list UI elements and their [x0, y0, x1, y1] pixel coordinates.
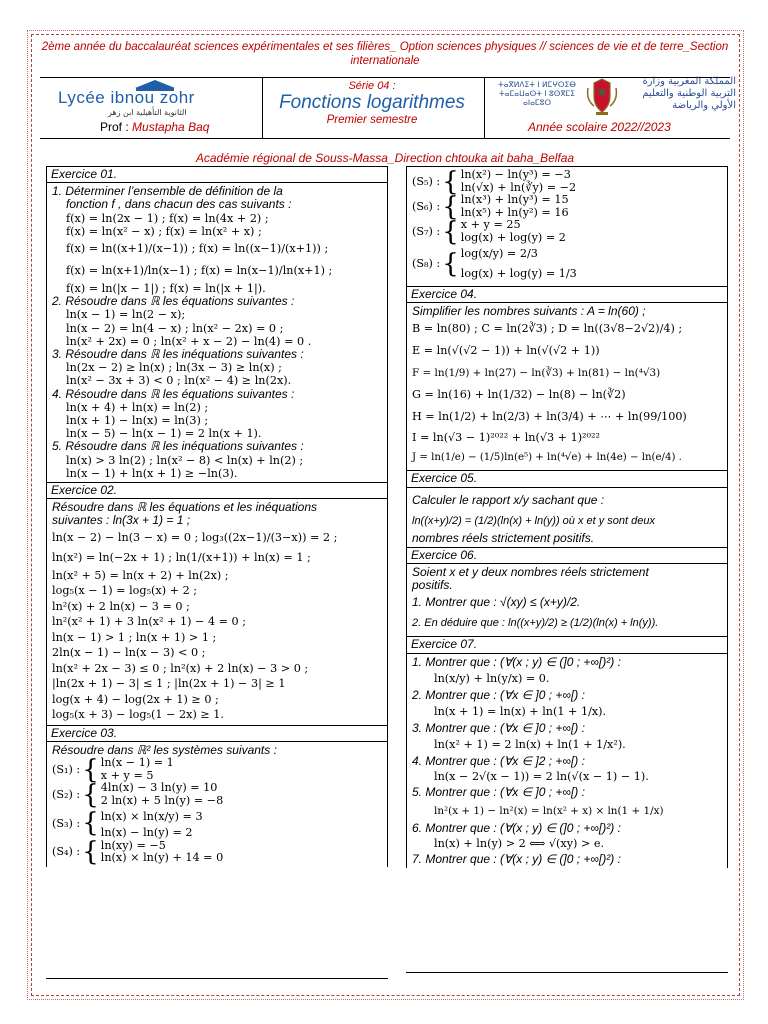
- ex1-line: f(x) = ln(x² − x) ; f(x) = ln(x² + x) ;: [66, 224, 262, 238]
- exercise-5-body: [406, 488, 728, 548]
- ex2-line: Résoudre dans ℝ les équations et les inéquations: [52, 500, 318, 515]
- ex1-line: ln(2x − 2) ≥ ln(x) ; ln(3x − 3) ≥ ln(x) ;: [66, 361, 282, 375]
- ex6-line: 1. Montrer que : √(xy) ≤ (x+y)/2.: [412, 595, 581, 610]
- exercise-6-body: [406, 564, 728, 637]
- system-s8: [412, 244, 722, 284]
- ex2-line: log₅(x + 3) − log₅(1 − 2x) ≥ 1.: [52, 708, 224, 722]
- exercise-7-body: [406, 654, 728, 868]
- page-title: Fonctions logarithmes: [279, 92, 465, 113]
- ex3-intro: Résoudre dans ℝ² les systèmes suivants :: [52, 742, 277, 757]
- exercise-3-continued: [406, 166, 728, 287]
- ex2-line: log₅(x − 1) = log₅(x) + 2 ;: [52, 584, 198, 598]
- brace-icon: {: [442, 216, 459, 247]
- ex2-line: ln(x − 2) − ln(3 − x) = 0 ; log₃((2x−1)/(3−x)) = 2 ;: [52, 530, 338, 544]
- ministry-tifinagh: ⵜⴰⴳⵍⴷⵉⵜ ⵏ ⵍⵎⵖⵔⵉⴱ ⵜⴰⵎⴰⵡⴰⵙⵜ ⵏ ⵓⵙⴳⵎⵉ ⴰⵏⴰⵎⵓⵔ: [498, 80, 576, 107]
- ex7-line: 7. Montrer que : (∀(x ; y) ∈ (]0 ; +∞[)²) :: [412, 851, 621, 866]
- system-s6: [412, 191, 722, 222]
- ex4-line: B = ln(80) ; C = ln(2∛3) ; D = ln((3√8−2√2)/4) ;: [412, 322, 683, 336]
- ex1-line: f(x) = ln(2x − 1) ; f(x) = ln(4x + 2) ;: [66, 211, 269, 225]
- series-number: Série 04 :: [348, 80, 396, 92]
- ex5-line: Calculer le rapport x/y sachant que :: [412, 492, 605, 507]
- ex7-line: ln(x/y) + ln(y/x) = 0.: [434, 671, 550, 685]
- ex7-line: 4. Montrer que : (∀x ∈ ]2 ; +∞[) :: [412, 754, 585, 769]
- ex7-line: 1. Montrer que : (∀(x ; y) ∈ (]0 ; +∞[)²) :: [412, 654, 621, 669]
- ex7-line: 5. Montrer que : (∀x ∈ ]0 ; +∞[) :: [412, 785, 585, 800]
- ex1-line: ln(x² − 3x + 3) < 0 ; ln(x² − 4) ≥ ln(2x).: [66, 374, 292, 388]
- system-label: (S₁) :: [52, 762, 81, 776]
- system-eq: ln(√x) + ln(∛y) = −2: [460, 180, 577, 194]
- exercise-4-body: [406, 303, 728, 471]
- ex2-line: ln(x² + 2x − 3) ≤ 0 ; ln²(x) + 2 ln(x) − 3 > 0 ;: [52, 661, 309, 675]
- ex2-line: ln(x² + 5) = ln(x + 2) + ln(2x) ;: [52, 568, 229, 582]
- system-eq: ln(x²) − ln(y³) = −3: [460, 168, 571, 181]
- ex1-line: ln(x − 1) + ln(x + 1) ≥ −ln(3).: [66, 466, 238, 480]
- ex1-line: 1. Déterminer l’ensemble de définition de la: [52, 184, 283, 199]
- system-eq: log(x) + log(y) = 1/3: [460, 267, 577, 280]
- ex7-line: ln(x) + ln(y) > 2 ⟺ √(xy) > e.: [434, 836, 605, 850]
- system-eq: log(x) + log(y) = 2: [460, 230, 566, 244]
- ex6-line: 2. En déduire que : ln((x+y)/2) ≥ (1/2)(ln(x) + ln(y)).: [412, 617, 659, 630]
- brace-icon: {: [442, 249, 459, 279]
- level-header: 2ème année du baccalauréat sciences expérimentales et ses filières_ Option sciences physiques // sciences de vie et de terre_Section internationale: [41, 41, 729, 67]
- brace-icon: {: [82, 837, 99, 868]
- ex1-line: ln(x − 1) = ln(2 − x);: [66, 308, 186, 322]
- ex4-line: G = ln(16) + ln(1/32) − ln(8) − ln(∛2): [412, 388, 626, 402]
- ex1-line: ln(x² + 2x) = 0 ; ln(x² + x − 2) − ln(4) = 0 .: [66, 334, 312, 348]
- system-eq: 2 ln(x) + 5 ln(y) = −8: [100, 793, 224, 807]
- exercise-5-title: Exercice 05.: [406, 471, 728, 487]
- ex2-line: ln(x²) = ln(−2x + 1) ; ln(1/(x+1)) + ln(x) = 1 ;: [52, 550, 311, 564]
- brace-icon: {: [82, 754, 99, 785]
- system-eq: ln(x³) + ln(y³) = 15: [460, 193, 569, 206]
- coat-of-arms-icon: [584, 76, 620, 116]
- ex4-line: J = ln(1/e) − (1/5)ln(e⁵) + ln(⁴√e) + ln(4e) − ln(e/4) .: [412, 452, 682, 464]
- system-s3: [52, 807, 382, 840]
- exercise-1-body: [46, 183, 388, 483]
- right-column: [406, 166, 728, 868]
- ex2-line: suivantes : ln(3x + 1) = 1 ;: [52, 513, 191, 528]
- system-label: (S₃) :: [52, 816, 81, 830]
- ex4-line: Simplifier les nombres suivants : A = ln(60) ;: [412, 304, 646, 319]
- semester: Premier semestre: [326, 114, 418, 126]
- left-column: [46, 166, 388, 867]
- academy-line: Académie régional de Souss-Massa_Direction chtouka ait baha_Belfaa: [195, 151, 575, 165]
- system-eq: ln(xy) = −5: [100, 838, 166, 852]
- system-eq: ln(x) × ln(y) + 14 = 0: [100, 851, 224, 865]
- exercise-1-title: Exercice 01.: [46, 166, 388, 183]
- ex7-line: ln(x² + 1) = 2 ln(x) + ln(1 + 1/x²).: [434, 738, 626, 752]
- exercise-6-title: Exercice 06.: [406, 548, 728, 564]
- teacher-line: [100, 120, 209, 134]
- ex1-line: 4. Résoudre dans ℝ les équations suivantes :: [52, 386, 295, 401]
- ex1-line: f(x) = ln(|x − 1|) ; f(x) = ln(|x + 1|).: [66, 282, 266, 296]
- teacher-label: Prof :: [100, 120, 129, 134]
- ex4-line: E = ln(√(√2 − 1)) + ln(√(√2 + 1)): [412, 344, 600, 358]
- ex7-line: 6. Montrer que : (∀(x ; y) ∈ (]0 ; +∞[)²) :: [412, 820, 621, 835]
- system-s4: [52, 837, 382, 868]
- ex2-line: ln²(x) + 2 ln(x) − 3 = 0 ;: [52, 599, 190, 613]
- system-eq: x + y = 25: [460, 218, 521, 231]
- exercise-2-body: [46, 499, 388, 725]
- school-logo-arabic: الثانوية التأهيلية ابن زهر: [108, 108, 187, 117]
- system-s7: [412, 216, 722, 247]
- ex2-line: ln²(x² + 1) + 3 ln(x² + 1) − 4 = 0 ;: [52, 615, 247, 629]
- system-eq: ln(x⁵) + ln(y²) = 16: [460, 205, 569, 219]
- ex1-line: ln(x − 2) = ln(4 − x) ; ln(x² − 2x) = 0 ;: [66, 321, 284, 335]
- series-block: [262, 80, 482, 126]
- ex1-line: 2. Résoudre dans ℝ les équations suivantes :: [52, 294, 295, 309]
- exercise-7-title: Exercice 07.: [406, 637, 728, 653]
- system-label: (S₈) :: [412, 257, 441, 271]
- ex1-line: f(x) = ln(x+1)/ln(x−1) ; f(x) = ln(x−1)/ln(x+1) ;: [66, 264, 333, 278]
- teacher-name: Mustapha Baq: [132, 120, 210, 134]
- header-divider-right: [484, 78, 485, 138]
- system-label: (S₅) :: [412, 174, 441, 188]
- ex1-line: 5. Résoudre dans ℝ les inéquations suivantes :: [52, 439, 304, 454]
- system-eq: x + y = 5: [100, 768, 154, 782]
- brace-icon: {: [82, 808, 99, 839]
- ministry-arabic: المملكة المغربية وزارة التربية الوطنية والتعليم الأولي والرياضة: [642, 76, 736, 111]
- ex4-line: H = ln(1/2) + ln(2/3) + ln(3/4) + ⋯ + ln(99/100): [412, 410, 687, 424]
- exercise-4-title: Exercice 04.: [406, 287, 728, 303]
- system-eq: 4ln(x) − 3 ln(y) = 10: [100, 781, 218, 795]
- ex1-line: ln(x + 1) − ln(x) = ln(3) ;: [66, 414, 209, 428]
- ex6-line: positifs.: [412, 578, 453, 593]
- system-s1: [52, 754, 382, 785]
- system-label: (S₂) :: [52, 787, 81, 801]
- ex5-line: nombres réels strictement positifs.: [412, 530, 595, 545]
- ex1-line: 3. Résoudre dans ℝ les inéquations suivantes :: [52, 347, 304, 362]
- system-label: (S₇) :: [412, 224, 441, 238]
- ex1-line: ln(x) > 3 ln(2) ; ln(x² − 8) < ln(x) + ln(2) ;: [66, 453, 304, 467]
- ex7-line: ln(x − 2√(x − 1)) = 2 ln(√(x − 1) − 1).: [434, 770, 649, 784]
- system-eq: ln(x) × ln(x/y) = 3: [100, 810, 203, 824]
- ex7-line: 3. Montrer que : (∀x ∈ ]0 ; +∞[) :: [412, 721, 585, 736]
- system-eq: log(x/y) = 2/3: [460, 247, 538, 260]
- ex5-line: ln((x+y)/2) = (1/2)(ln(x) + ln(y)) où x et y sont deux: [412, 514, 655, 527]
- school-logo-text: Lycée ibnou zohr: [58, 88, 195, 107]
- ex4-line: I = ln(√3 − 1)²⁰²² + ln(√3 + 1)²⁰²²: [412, 431, 600, 445]
- ex1-line: fonction f , dans chacun des cas suivants :: [66, 197, 292, 212]
- system-eq: ln(x) − ln(y) = 2: [100, 826, 193, 840]
- exercise-3-body: [46, 742, 388, 867]
- brace-icon: {: [82, 779, 99, 810]
- left-column-bottom-rule: [46, 978, 388, 979]
- system-label: (S₆) :: [412, 199, 441, 213]
- exercise-2-title: Exercice 02.: [46, 483, 388, 499]
- brace-icon: {: [442, 166, 459, 197]
- ex1-line: f(x) = ln((x+1)/(x−1)) ; f(x) = ln((x−1)/(x+1)) ;: [66, 242, 329, 256]
- school-year: Année scolaire 2022//2023: [528, 120, 671, 134]
- ex7-line: ln(x + 1) = ln(x) + ln(1 + 1/x).: [434, 705, 607, 719]
- ex2-line: log(x + 4) − log(2x + 1) ≥ 0 ;: [52, 692, 219, 706]
- system-s2: [52, 779, 382, 810]
- ex2-line: |ln(2x + 1) − 3| ≤ 1 ; |ln(2x + 1) − 3| ≥ 1: [52, 677, 286, 691]
- ex7-line: ln²(x + 1) − ln²(x) = ln(x² + x) × ln(1 + 1/x): [434, 804, 664, 817]
- header-bottom-rule: [40, 138, 730, 139]
- ex2-line: ln(x − 1) > 1 ; ln(x + 1) > 1 ;: [52, 630, 217, 644]
- ex1-line: ln(x + 4) + ln(x) = ln(2) ;: [66, 400, 209, 414]
- system-s5: [412, 166, 722, 197]
- system-label: (S₄) :: [52, 845, 81, 859]
- ex6-line: Soient x et y deux nombres réels strictement: [412, 565, 649, 580]
- ex1-line: ln(x − 5) − ln(x − 1) = 2 ln(x + 1).: [66, 427, 262, 441]
- ex2-line: 2ln(x − 1) − ln(x − 3) < 0 ;: [52, 646, 206, 660]
- right-column-bottom-rule: [406, 972, 728, 973]
- ex7-line: 2. Montrer que : (∀x ∈ ]0 ; +∞[) :: [412, 687, 585, 702]
- system-eq: ln(x − 1) = 1: [100, 756, 174, 770]
- brace-icon: {: [442, 191, 459, 222]
- exercise-3-title: Exercice 03.: [46, 726, 388, 742]
- ex4-line: F = ln(1/9) + ln(27) − ln(∛3) + ln(81) − ln(⁴√3): [412, 367, 661, 380]
